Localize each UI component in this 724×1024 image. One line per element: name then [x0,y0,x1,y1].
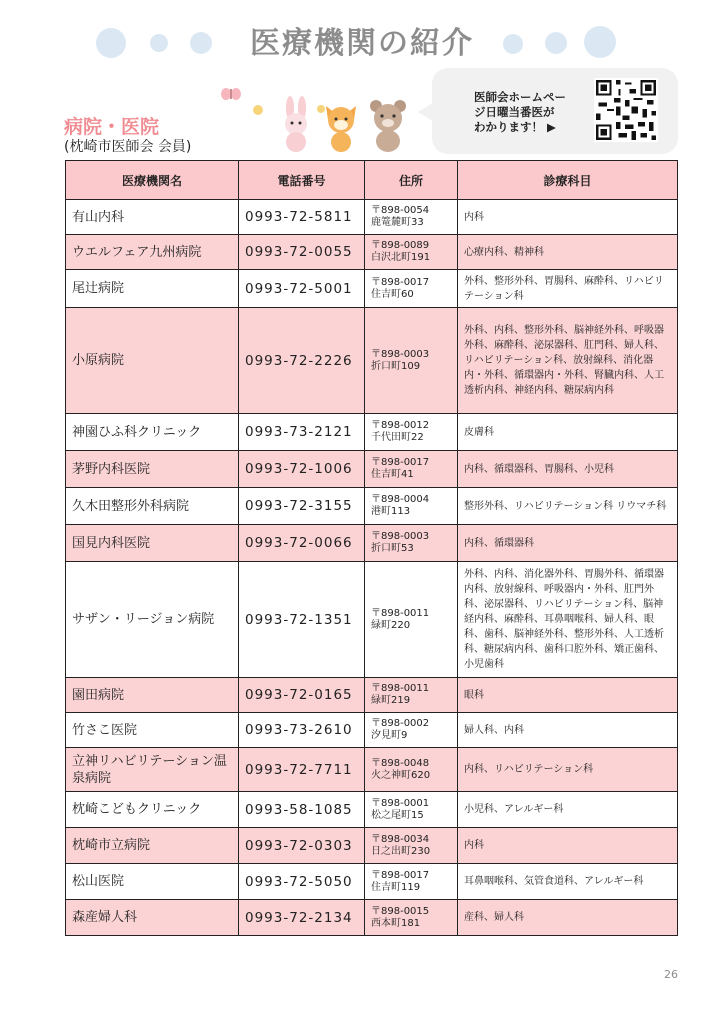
rabbit-illustration-icon [278,96,314,152]
hospital-name: 枕崎こどもクリニック [66,792,239,828]
postal-code: 〒898-0034 [371,833,430,845]
postal-code: 〒898-0004 [371,494,430,505]
table-row [66,451,678,488]
butterfly-icon [220,86,242,102]
address [365,713,458,748]
departments: 整形外科、リハビリテーション科 リウマチ科 [458,488,678,525]
table-row [66,270,678,308]
hospital-table [65,160,678,936]
phone-number[interactable]: 0993-72-2226 [239,308,365,414]
table-row [66,525,678,562]
address [365,562,458,678]
column-header-name: 医療機関名 [66,161,239,200]
address [365,270,458,308]
street: 港町113 [371,506,411,517]
table-row [66,792,678,828]
departments: 心療内科、精神科 [458,235,678,270]
hospital-name: 枕崎市立病院 [66,828,239,864]
postal-code: 〒898-0011 [371,683,430,694]
departments: 小児科、アレルギー科 [458,792,678,828]
table-row [66,414,678,451]
hospital-name: 森産婦人科 [66,900,239,936]
section-title: 病院・医院 [64,116,160,138]
qr-code-icon[interactable] [594,78,658,142]
street: 西本町181 [371,917,421,929]
postal-code: 〒898-0017 [371,276,430,288]
street: 千代田町22 [371,432,424,443]
hospital-name: 松山医院 [66,864,239,900]
departments: 皮膚科 [458,414,678,451]
bear-illustration-icon [366,98,410,152]
postal-code: 〒898-0011 [371,607,430,619]
table-row [66,713,678,748]
street: 住吉町60 [371,288,414,300]
table-row [66,748,678,792]
departments: 内科、循環器科 [458,525,678,562]
hospital-name: 国見内科医院 [66,525,239,562]
street: 折口町109 [371,360,421,372]
phone-number[interactable]: 0993-72-7711 [239,748,365,792]
hospital-name: サザン・リージョン病院 [66,562,239,678]
table-row [66,864,678,900]
address [365,792,458,828]
fox-illustration-icon [322,102,360,152]
page-title: 医療機関の紹介 [250,26,474,61]
street: 緑町219 [371,695,411,706]
postal-code: 〒898-0054 [371,205,430,216]
address [365,200,458,235]
address [365,828,458,864]
phone-number[interactable]: 0993-58-1085 [239,792,365,828]
phone-number[interactable]: 0993-72-5811 [239,200,365,235]
table-row [66,235,678,270]
departments: 外科、整形外科、胃腸科、麻酔科、リハビリテーション科 [458,270,678,308]
phone-number[interactable]: 0993-72-0066 [239,525,365,562]
departments: 内科 [458,200,678,235]
phone-number[interactable]: 0993-72-0303 [239,828,365,864]
address [365,451,458,488]
street: 火之神町620 [371,769,431,781]
callout-line: 医師会ホームペー [474,90,566,104]
street: 日之出町230 [371,845,431,857]
hospital-name: 園田病院 [66,678,239,713]
departments: 内科、リハビリテーション科 [458,748,678,792]
phone-number[interactable]: 0993-72-5001 [239,270,365,308]
hospital-name: 竹さこ医院 [66,713,239,748]
address [365,748,458,792]
street: 白沢北町191 [371,252,431,263]
street: 住吉町119 [371,881,421,893]
street: 住吉町41 [371,469,414,480]
phone-number[interactable]: 0993-72-0165 [239,678,365,713]
hospital-name: ウエルフェア九州病院 [66,235,239,270]
page-number: 26 [664,968,678,981]
phone-number[interactable]: 0993-73-2121 [239,414,365,451]
hospital-name: 茅野内科医院 [66,451,239,488]
hospital-name: 尾辻病院 [66,270,239,308]
callout-line: ジ日曜当番医が [474,105,555,119]
phone-number[interactable]: 0993-72-2134 [239,900,365,936]
table-row [66,900,678,936]
departments: 外科、内科、消化器外科、胃腸外科、循環器内科、放射線科、呼吸器内・外科、肛門外科、泌尿器科、リハビリテーション科、脳神経内科、麻酔科、耳鼻咽喉科、婦人科、眼科、歯科、脳神経外科、整形外科、人工透析科、糖尿病内科、歯科口腔外科、矯正歯科、小児歯科 [458,562,678,678]
section-subtitle: (枕崎市医師会 会員) [64,139,192,155]
hospital-name: 久木田整形外科病院 [66,488,239,525]
callout-line[interactable]: わかります！ ▶ [474,120,556,134]
street: 緑町220 [371,619,411,631]
address [365,414,458,451]
postal-code: 〒898-0012 [371,420,430,431]
address [365,235,458,270]
table-row [66,488,678,525]
address [365,308,458,414]
phone-number[interactable]: 0993-72-5050 [239,864,365,900]
postal-code: 〒898-0003 [371,531,430,542]
phone-number[interactable]: 0993-72-3155 [239,488,365,525]
phone-number[interactable]: 0993-72-0055 [239,235,365,270]
departments: 外科、内科、整形外科、脳神経外科、呼吸器外科、麻酔科、泌尿器科、肛門科、婦人科、リハビリテーション科、放射線科、消化器内・外科、循環器内・外科、腎臓内科、人工透析内科、神経内科、糖尿病内科 [458,308,678,414]
address [365,488,458,525]
street: 汐見町9 [371,730,408,741]
departments: 婦人科、内科 [458,713,678,748]
departments: 耳鼻咽喉科、気管食道科、アレルギー科 [458,864,678,900]
departments: 眼科 [458,678,678,713]
column-header-address: 住所 [365,161,458,200]
table-row [66,200,678,235]
hospital-name: 立神リハビリテーション温泉病院 [66,748,239,792]
column-header-tel: 電話番号 [239,161,365,200]
hospital-name: 有山内科 [66,200,239,235]
address [365,864,458,900]
hospital-name: 神園ひふ科クリニック [66,414,239,451]
street: 折口町53 [371,543,414,554]
postal-code: 〒898-0017 [371,457,430,468]
table-row [66,828,678,864]
table-row [66,678,678,713]
column-header-departments: 診療科目 [458,161,678,200]
postal-code: 〒898-0015 [371,905,430,917]
postal-code: 〒898-0001 [371,797,430,809]
departments: 産科、婦人科 [458,900,678,936]
departments: 内科 [458,828,678,864]
address [365,900,458,936]
postal-code: 〒898-0003 [371,348,430,360]
address [365,678,458,713]
phone-number[interactable]: 0993-73-2610 [239,713,365,748]
departments: 内科、循環器科、胃腸科、小児科 [458,451,678,488]
table-row [66,308,678,414]
table-header-row [66,161,678,200]
phone-number[interactable]: 0993-72-1006 [239,451,365,488]
postal-code: 〒898-0002 [371,718,430,729]
postal-code: 〒898-0048 [371,757,430,769]
postal-code: 〒898-0017 [371,869,430,881]
callout-text [474,90,584,135]
street: 鹿篭麓町33 [371,217,424,228]
hospital-name: 小原病院 [66,308,239,414]
table-row [66,562,678,678]
flower-icon [252,104,264,116]
address [365,525,458,562]
street: 松之尾町15 [371,809,424,821]
phone-number[interactable]: 0993-72-1351 [239,562,365,678]
postal-code: 〒898-0089 [371,240,430,251]
